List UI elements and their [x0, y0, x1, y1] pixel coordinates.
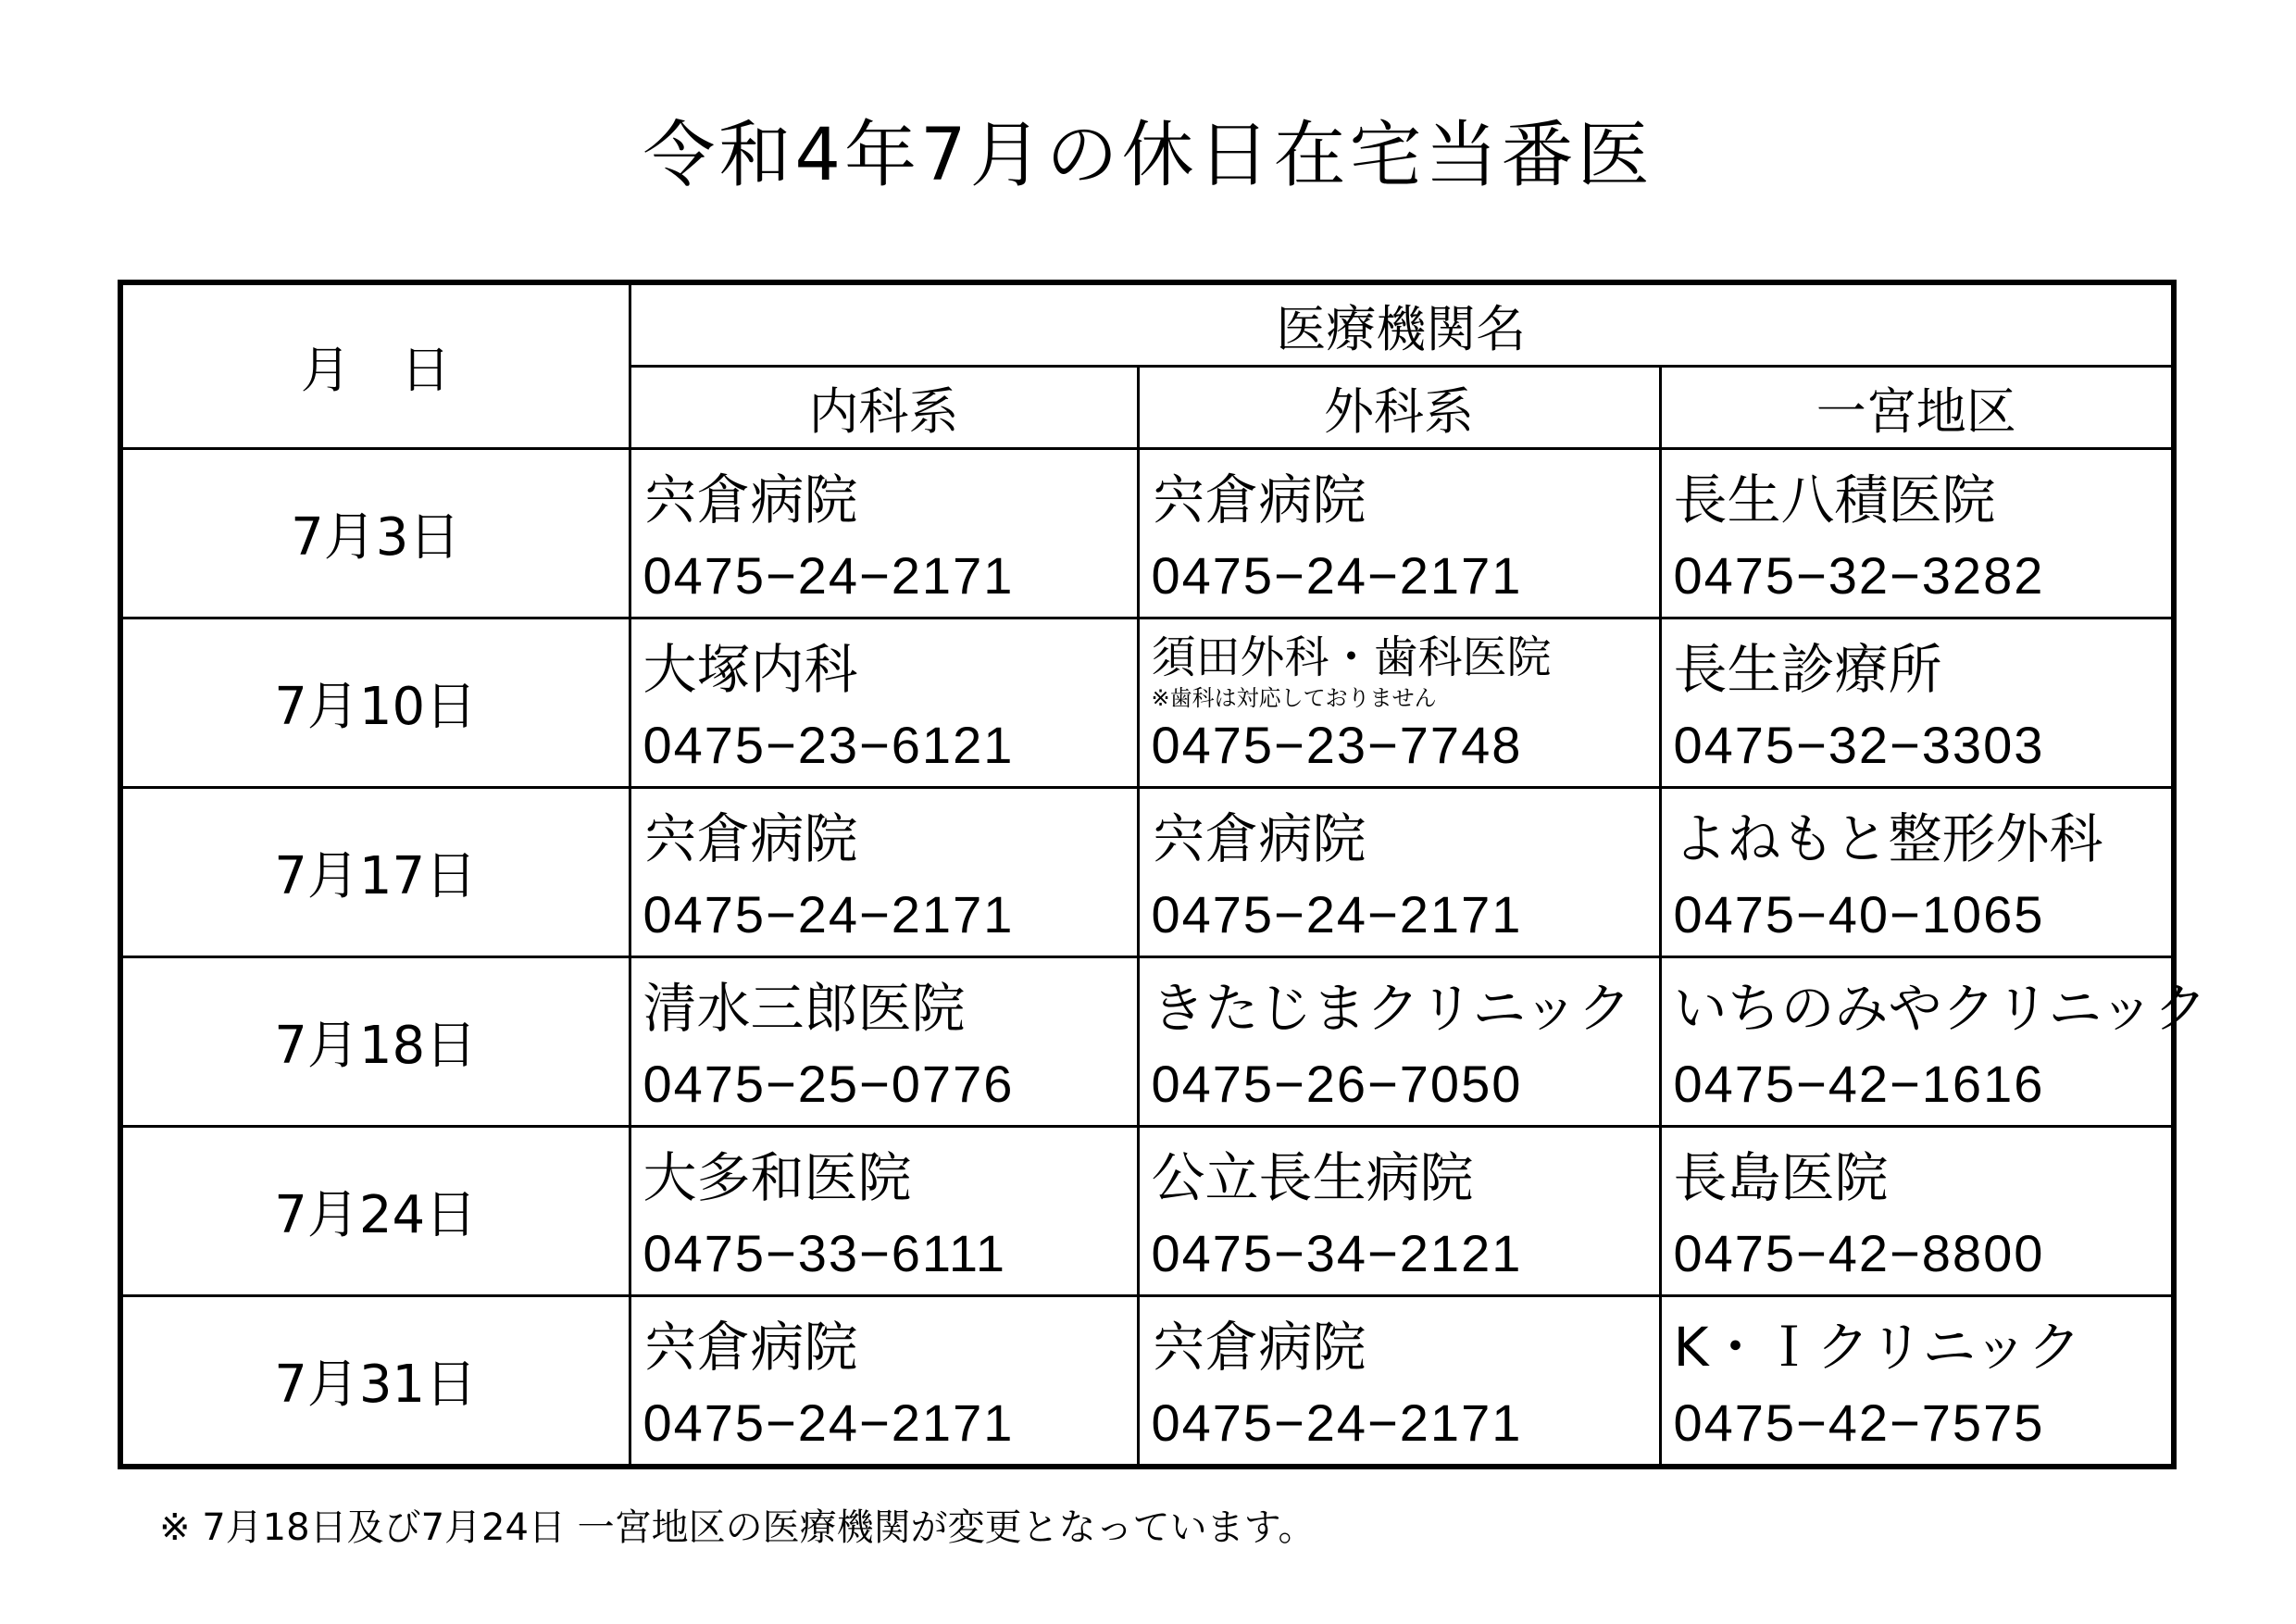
facility-phone: 0475−26−7050: [1151, 1055, 1523, 1113]
facility-name: 長生八積医院: [1673, 468, 1996, 531]
facility-cell-surgical: [1138, 618, 1660, 788]
table-row: [120, 1296, 2174, 1468]
facility-name: 宍倉病院: [643, 807, 858, 870]
facility-cell-internal: [630, 449, 1138, 618]
column-header-surgical: 外科系: [1138, 367, 1660, 449]
date-column-header: 月 日: [120, 282, 630, 449]
table-row: [120, 449, 2174, 618]
footnote: ※ 7月18日及び7月24日 一宮地区の医療機関が変更となっています。: [159, 1506, 1316, 1549]
facility-note: ※歯科は対応しておりません: [1151, 685, 1437, 711]
facility-phone: 0475−32−3303: [1673, 716, 2045, 774]
facility-name: きたじまクリニック: [1151, 977, 1632, 1040]
date-cell: 7月24日: [120, 1127, 630, 1296]
table-row: [120, 788, 2174, 957]
facility-cell-surgical: [1138, 1296, 1660, 1468]
facility-cell-ichinomiya: [1660, 957, 2208, 1127]
facility-name: 須田外科・歯科医院: [1151, 631, 1552, 683]
facility-cell-surgical: [1138, 449, 1660, 618]
date-cell: 7月10日: [120, 618, 630, 788]
facility-name: 宍倉病院: [643, 468, 858, 531]
column-header-ichinomiya: 一宮地区: [1660, 367, 2174, 449]
table-row: [120, 957, 2174, 1127]
facility-cell-internal: [630, 1127, 1138, 1296]
facility-cell-ichinomiya: [1660, 788, 2174, 957]
facility-name: K・Ｉクリニック: [1673, 1316, 2082, 1379]
date-cell: 7月31日: [120, 1296, 630, 1468]
facility-name: 宍倉病院: [1151, 468, 1366, 531]
facility-phone: 0475−23−6121: [643, 716, 1015, 774]
facility-group-header: 医療機関名: [630, 282, 2174, 367]
date-cell: 7月3日: [120, 449, 630, 618]
facility-phone: 0475−34−2121: [1151, 1224, 1523, 1282]
facility-phone: 0475−42−8800: [1673, 1224, 2045, 1282]
table-row: [120, 618, 2174, 788]
facility-cell-surgical: [1138, 957, 1660, 1127]
facility-cell-ichinomiya: [1660, 618, 2174, 788]
facility-cell-internal: [630, 788, 1138, 957]
facility-phone: 0475−24−2171: [643, 546, 1015, 605]
table-body: [120, 449, 2208, 1468]
table-row: [120, 1127, 2174, 1296]
column-header-internal: 内科系: [630, 367, 1138, 449]
facility-cell-surgical: [1138, 1127, 1660, 1296]
facility-phone: 0475−24−2171: [643, 885, 1015, 943]
facility-name: 宍倉病院: [643, 1316, 858, 1379]
facility-name: よねもと整形外科: [1673, 807, 2103, 870]
facility-phone: 0475−33−6111: [643, 1224, 1007, 1282]
facility-cell-ichinomiya: [1660, 1127, 2174, 1296]
facility-phone: 0475−24−2171: [1151, 546, 1523, 605]
facility-phone: 0475−24−2171: [1151, 885, 1523, 943]
facility-phone: 0475−24−2171: [1151, 1393, 1523, 1452]
facility-name: 公立長生病院: [1151, 1146, 1474, 1209]
facility-phone: 0475−24−2171: [643, 1393, 1015, 1452]
facility-name: 大多和医院: [643, 1146, 912, 1209]
facility-name: 清水三郎医院: [643, 977, 966, 1040]
on-call-schedule-table: [118, 280, 2208, 1469]
facility-cell-ichinomiya: [1660, 449, 2174, 618]
facility-cell-internal: [630, 618, 1138, 788]
date-cell: 7月18日: [120, 957, 630, 1127]
facility-cell-internal: [630, 957, 1138, 1127]
facility-phone: 0475−23−7748: [1151, 716, 1523, 774]
facility-name: 長島医院: [1673, 1146, 1889, 1209]
facility-phone: 0475−42−1616: [1673, 1055, 2045, 1113]
facility-name: いちのみやクリニック: [1673, 977, 2208, 1040]
facility-phone: 0475−40−1065: [1673, 885, 2045, 943]
facility-name: 宍倉病院: [1151, 807, 1366, 870]
facility-cell-ichinomiya: [1660, 1296, 2174, 1468]
facility-cell-surgical: [1138, 788, 1660, 957]
facility-phone: 0475−42−7575: [1673, 1393, 2045, 1452]
facility-name: 宍倉病院: [1151, 1316, 1366, 1379]
facility-cell-internal: [630, 1296, 1138, 1468]
facility-name: 長生診療所: [1673, 638, 1942, 701]
facility-name: 大塚内科: [643, 638, 858, 701]
page-title: 令和4年7月の休日在宅当番医: [643, 114, 1653, 197]
date-cell: 7月17日: [120, 788, 630, 957]
facility-phone: 0475−32−3282: [1673, 546, 2045, 605]
facility-phone: 0475−25−0776: [643, 1055, 1015, 1113]
